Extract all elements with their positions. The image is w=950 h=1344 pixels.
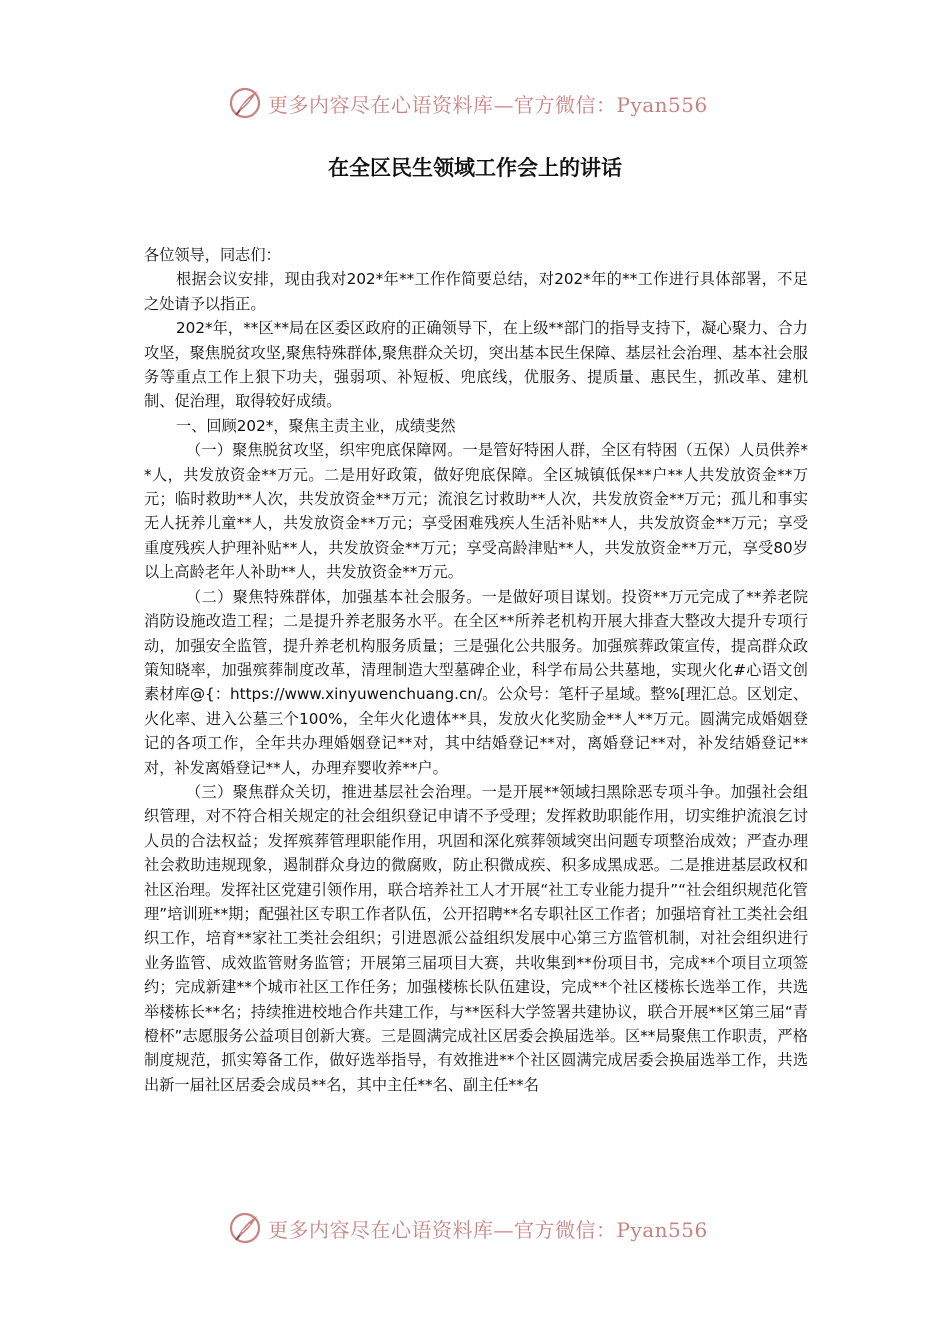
footer-banner-text: 更多内容尽在心语资料库—官方微信：Pyan556 — [268, 1217, 708, 1242]
document-title: 在全区民生领域工作会上的讲话 — [328, 156, 622, 180]
subsection-1: （一）聚焦脱贫攻坚，织牢兜底保障网。一是管好特困人群，全区有特困（五保）人员供养**人，共发放资金**万元。二是用好政策，做好兜底保障。全区城镇低保**户**人共发放资金**万元；临时救助**人次，共发放资金**万元；流浪乞讨救助**人次，共发放资金**万元；孤儿和事实无人抚养儿童**人，共发放资金**万元；享受困难残疾人生活补贴**人，共发放资金**万元；享受重度残疾人护理补贴**人，共发放资金**万元；享受高龄津贴**人，共发放资金**万元，享受80岁以上高龄老年人补助**人，共发放资金**万元。 — [144, 441, 808, 582]
paragraph-summary: 202*年，**区**局在区委区政府的正确领导下，在上级**部门的指导支持下，凝心聚力、合力攻坚，聚焦脱贫攻坚,聚焦特殊群体,聚焦群众关切，突出基本民生保障、基层社会治理、基本社会服务等重点工作上狠下功夫，强弱项、补短板、兜底线，优服务、提质量、惠民生，抓改革、建机制、促治理，取得较好成绩。 — [144, 319, 808, 411]
footer-watermark-banner — [228, 1210, 728, 1246]
header-watermark-banner — [228, 85, 728, 121]
paragraph-intro: 根据会议安排，现由我对202*年**工作作简要总结，对202*年的**工作进行具体部署，不足之处请予以指正。 — [144, 270, 808, 313]
quill-pen-logo-icon — [228, 1211, 262, 1245]
quill-pen-logo-icon — [228, 86, 262, 120]
salutation: 各位领导，同志们： — [144, 246, 281, 264]
subsection-3: （三）聚焦群众关切，推进基层社会治理。一是开展**领域扫黑除恶专项斗争。加强社会组织管理，对不符合相关规定的社会组织登记申请不予受理；发挥救助职能作用，切实维护流浪乞讨人员的合法权益；发挥殡葬管理职能作用，巩固和深化殡葬领域突出问题专项整治成效；严查办理社会救助违规现象，遏制群众身边的微腐败，防止积微成疾、积多成黑成恶。二是推进基层政权和社区治理。发挥社区党建引领作用，联合培养社工人才开展“社工专业能力提升”“社会组织规范化管理”培训班**期；配强社区专职工作者队伍，公开招聘**名专职社区工作者；加强培育社工类社会组织工作，培育**家社工类社会组织；引进恩派公益组织发展中心第三方监管机制，对社会组织进行业务监管、成效监管财务监管；开展第三届项目大赛，共收集到**份项目书，完成**个项目立项签约；完成新建**个城市社区工作任务；加强楼栋长队伍建设，完成**个社区楼栋长选举工作，共选举楼栋长**名；持续推进校地合作共建工作，与**医科大学签署共建协议，联合开展**区第三届“青橙杯”志愿服务公益项目创新大赛。三是圆满完成社区居委会换届选举。区**局聚焦工作职责，严格制度规范，抓实筹备工作，做好选举指导，有效推进**个社区圆满完成居委会换届选举工作，共选出新一届社区居委会成员**名，其中主任**名、副主任**名 — [144, 782, 808, 1094]
document-body — [144, 243, 808, 1097]
header-banner-text: 更多内容尽在心语资料库—官方微信：Pyan556 — [268, 92, 708, 117]
section-heading-1: 一、回顾202*，聚焦主责主业，成绩斐然 — [176, 416, 456, 435]
subsection-2: （二）聚焦特殊群体，加强基本社会服务。一是做好项目谋划。投资**万元完成了**养老院消防设施改造工程；二是提升养老服务水平。在全区**所养老机构开展大排查大整改大提升专项行动，加强安全监管，提升养老机构服务质量；三是强化公共服务。加强殡葬政策宣传，提高群众政策知晓率，加强殡葬制度改革，清理制造大型墓碑企业，科学布局公共墓地，实现火化#心语文创素材库@{：https://www.xinyuwenchuang.cn/。公众号：笔杆子星域。整%[理汇总。区划定、火化率、进入公墓三个100%，全年火化遗体**具，发放火化奖励金**人**万元。圆满完成婚姻登记的各项工作，全年共办理婚姻登记**对，其中结婚登记**对，离婚登记**对，补发结婚登记**对，补发离婚登记**人，办理弃婴收养**户。 — [144, 587, 808, 777]
